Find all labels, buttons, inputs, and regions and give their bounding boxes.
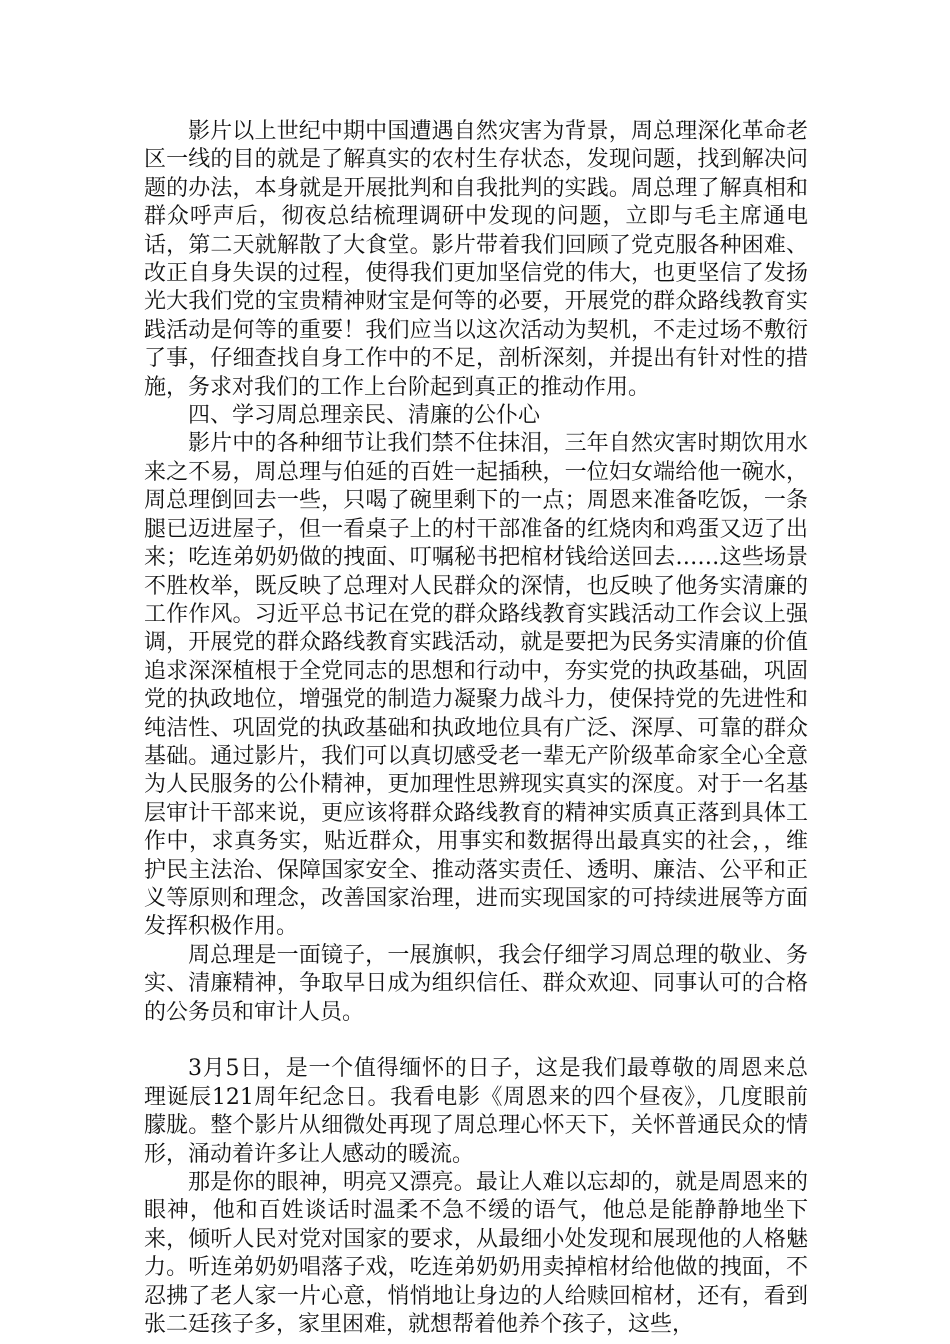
paragraph-spacer bbox=[144, 1027, 808, 1055]
section-heading-4: 四、学习周总理亲民、清廉的公仆心 bbox=[188, 403, 541, 429]
paragraph-film-details: 影片中的各种细节让我们禁不住抹泪，三年自然灾害时期饮用水来之不易，周总理与伯延的百姓一起插秧，一位妇女端给他一碗水，周总理倒回去一些，只喝了碗里剩下的一点；周恩来准备吃饭，一条腿已迈进屋子，但一看桌子上的村干部准备的红烧肉和鸡蛋又迈了出来；吃连弟奶奶做的拽面、叮嘱秘书把棺材钱给送回去……这些场景不胜枚举，既反映了总理对人民群众的深情，也反映了他务实清廉的工作作风。习近平总书记在党的群众路线教育实践活动工作会议上强调，开展党的群众路线教育实践活动，就是要把为民务实清廉的价值追求深深植根于全党同志的思想和行动中，夯实党的执政基础，巩固党的执政地位，增强党的制造力凝聚力战斗力，使保持党的先进性和纯洁性、巩固党的执政基础和执政地位具有广泛、深厚、可靠的群众基础。通过影片，我们可以真切感受老一辈无产阶级革命家全心全意为人民服务的公仆精神，更加理性思辨现实真实的深度。对于一名基层审计干部来说，更应该将群众路线教育的精神实质真正落到具体工作中，求真务实，贴近群众，用事实和数据得出最真实的社会，，维护民主法治、保障国家安全、推动落实责任、透明、廉洁、公平和正义等原则和理念，改善国家治理，进而实现国家的可持续进展等方面发挥积极作用。 bbox=[144, 431, 808, 940]
paragraph-eyes: 那是你的眼神，明亮又漂亮。最让人难以忘却的，就是周恩来的眼神，他和百姓谈话时温柔不急不缓的语气，他总是能静静地坐下来，倾听人民对党对国家的要求，从最细小处发现和展现他的人格魅力。听连弟奶奶唱落子戏，吃连弟奶奶用卖掉棺材给他做的拽面，不忍拂了老人家一片心意，悄悄地让身边的人给赎回棺材，还有，看到张二廷孩子多，家里困难，就想帮着他养个孩子，这些， bbox=[144, 1170, 808, 1338]
paragraph-march-5: 3月5日，是一个值得缅怀的日子，这是我们最尊敬的周恩来总理诞辰121周年纪念日。我看电影《周恩来的四个昼夜》，几度眼前朦胧。整个影片从细微处再现了周总理心怀天下，关怀普通民众的情形，涌动着许多让人感动的暖流。 bbox=[144, 1056, 808, 1167]
paragraph-film-background: 影片以上世纪中期中国遭遇自然灾害为背景，周总理深化革命老区一线的目的就是了解真实的农村生存状态，发现问题，找到解决问题的办法，本身就是开展批判和自我批判的实践。周总理了解真相和群众呼声后，彻夜总结梳理调研中发现的问题，立即与毛主席通电话，第二天就解散了大食堂。影片带着我们回顾了党克服各种困难、改正自身失误的过程，使得我们更加坚信党的伟大，也更坚信了发扬光大我们党的宝贵精神财宝是何等的必要，开展党的群众路线教育实践活动是何等的重要！我们应当以这次活动为契机，不走过场不敷衍了事，仔细查找自身工作中的不足，剖析深刻，并提出有针对性的措施，务求对我们的工作上台阶起到真正的推动作用。 bbox=[144, 119, 808, 400]
paragraph-mirror: 周总理是一面镜子，一展旗帜，我会仔细学习周总理的敬业、务实、清廉精神，争取早日成为组织信任、群众欢迎、同事认可的合格的公务员和审计人员。 bbox=[144, 942, 808, 1025]
document-page bbox=[144, 118, 808, 1339]
